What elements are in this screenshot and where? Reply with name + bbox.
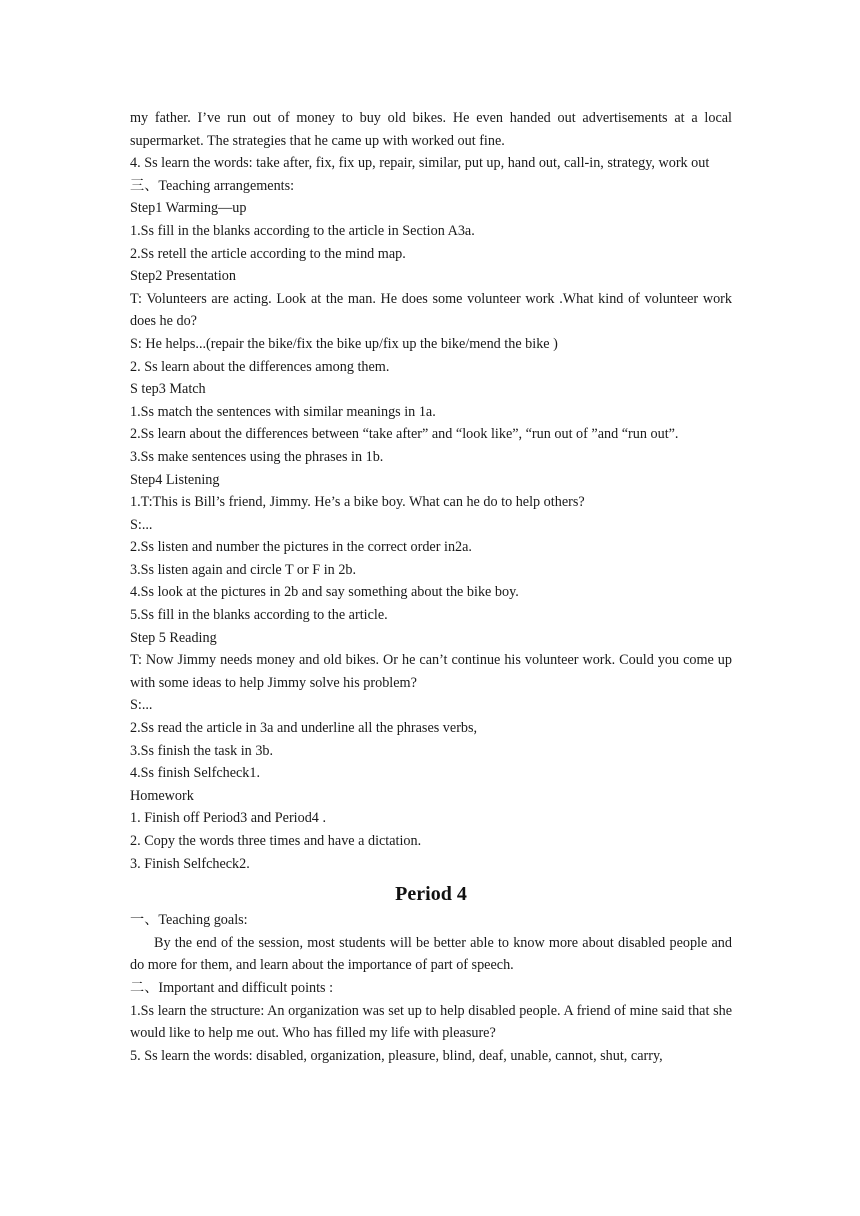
list-item: 4.Ss finish Selfcheck1. xyxy=(130,765,261,782)
paragraph: my father. I’ve run out of money to buy old bikes. He even handed out advertisements at a local supermarket. The strategies that he came up with worked out fine. xyxy=(130,110,732,149)
list-item: 3.Ss make sentences using the phrases in 1b. xyxy=(130,448,384,465)
list-item: 1.Ss fill in the blanks according to the article in Section A3a. xyxy=(130,222,475,239)
list-item: 5.Ss fill in the blanks according to the article. xyxy=(130,607,388,624)
paragraph: S:... xyxy=(130,697,153,714)
step-title: S tep3 Match xyxy=(130,381,206,398)
section-label: 一、Teaching goals: xyxy=(130,912,248,929)
list-item: 2. Copy the words three times and have a dictation. xyxy=(130,833,422,849)
list-item: 1.T:This is Bill’s friend, Jimmy. He’s a bike boy. What can he do to help others? xyxy=(130,494,585,511)
paragraph: By the end of the session, most students will be better able to know more about disabled people and do more for them, and learn about the importance of part of speech. xyxy=(130,934,732,974)
section-label: 三、Teaching arrangements: xyxy=(130,177,295,194)
list-item: 2.Ss listen and number the pictures in the correct order in2a. xyxy=(130,539,472,556)
step-title: Step1 Warming—up xyxy=(130,200,247,217)
paragraph: S: He helps...(repair the bike/fix the bike up/fix up the bike/mend the bike ) xyxy=(130,335,558,352)
step-title: Homework xyxy=(130,787,194,804)
paragraph: T: Now Jimmy needs money and old bikes. Or he can’t continue his volunteer work. Could you come up with some ideas to help Jimmy solve his problem? xyxy=(130,652,732,691)
list-item: 3.Ss finish the task in 3b. xyxy=(130,742,274,759)
list-item: 2.Ss learn about the differences between “take after” and “look like”, “run out of ”and “run out”. xyxy=(130,426,679,443)
section-heading: Period 4 xyxy=(395,883,467,906)
list-item: 2. Ss learn about the differences among them. xyxy=(130,358,390,375)
paragraph: 5. Ss learn the words: disabled, organization, pleasure, blind, deaf, unable, cannot, shut, carry, xyxy=(130,1047,663,1064)
list-item: 1. Finish off Period3 and Period4 . xyxy=(130,810,326,827)
list-item: 2.Ss read the article in 3a and underline all the phrases verbs, xyxy=(130,720,478,737)
paragraph: S:... xyxy=(130,516,153,533)
document-page xyxy=(130,107,732,1067)
step-title: Step 5 Reading xyxy=(130,629,217,646)
step-title: Step2 Presentation xyxy=(130,268,236,285)
list-item: 4.Ss look at the pictures in 2b and say something about the bike boy. xyxy=(130,584,519,601)
list-item: 1.Ss match the sentences with similar meanings in 1a. xyxy=(130,403,436,420)
list-item: 3. Finish Selfcheck2. xyxy=(130,855,250,872)
list-item: 2.Ss retell the article according to the mind map. xyxy=(130,245,406,262)
list-item: 3.Ss listen again and circle T or F in 2b. xyxy=(130,561,357,578)
paragraph: 1.Ss learn the structure: An organization was set up to help disabled people. A friend of mine said that she would like to help me out. Who has filled my life with pleasure? xyxy=(130,1002,732,1042)
paragraph: T: Volunteers are acting. Look at the man. He does some volunteer work .What kind of volunteer work does he do? xyxy=(130,290,732,330)
paragraph: 4. Ss learn the words: take after, fix, fix up, repair, similar, put up, hand out, call-in, strategy, work out xyxy=(130,155,710,172)
section-label: 二、Important and difficult points : xyxy=(130,979,334,996)
step-title: Step4 Listening xyxy=(130,471,220,488)
